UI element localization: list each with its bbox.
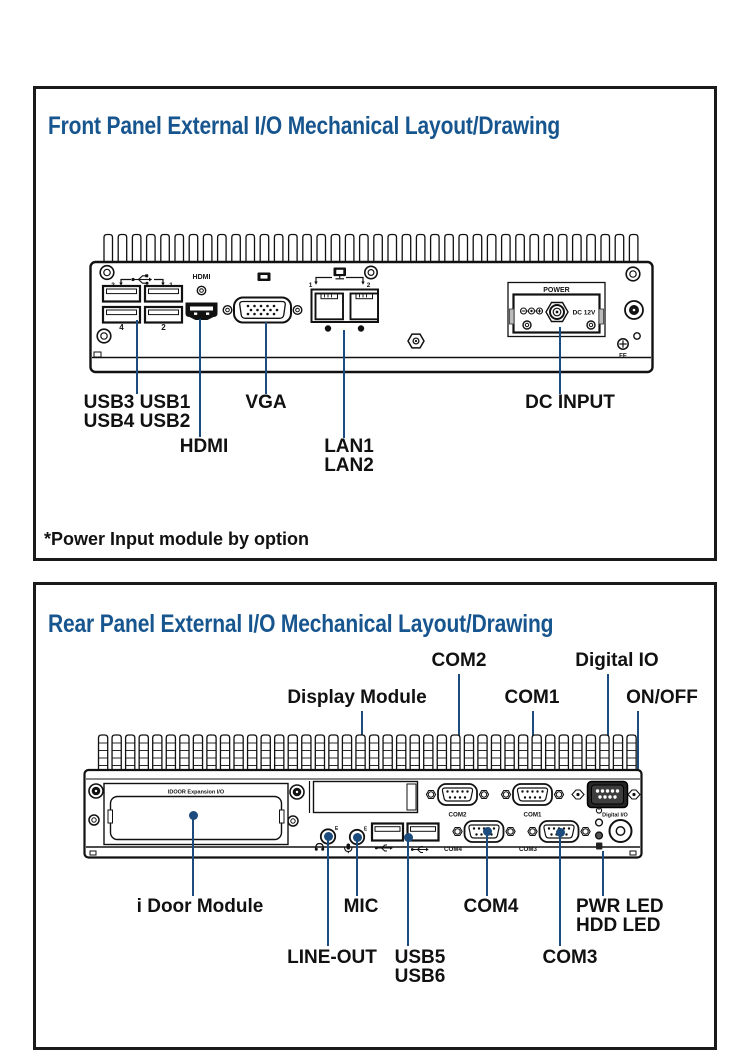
power-button <box>610 820 632 842</box>
panel-foot <box>630 851 636 855</box>
callout-label-lan2: LAN2 <box>324 455 374 476</box>
com3-etched-label: COM3 <box>519 846 537 853</box>
callout-label-hdmi: HDMI <box>179 436 229 457</box>
callout-label-on-off: ON/OFF <box>626 687 698 708</box>
dc-jack <box>546 303 568 322</box>
callout-line-usb <box>136 320 138 394</box>
pwr-led <box>596 819 603 826</box>
callout-line-leds <box>602 851 604 896</box>
callout-label-com3: COM3 <box>542 947 598 968</box>
callout-line-com4 <box>486 834 488 896</box>
callout-dot-usb56 <box>404 833 413 842</box>
mic-e-mark: E <box>363 826 368 833</box>
power-option-footnote: *Power Input module by option <box>44 529 309 549</box>
dc12v-etched-label: DC 12V <box>572 309 596 317</box>
callout-line-line-out <box>327 838 329 946</box>
callout-dot-com4 <box>483 827 492 836</box>
power-input-module <box>508 283 605 337</box>
callout-label-dc-input: DC INPUT <box>525 392 615 413</box>
lan2-number: 2 <box>366 282 371 289</box>
callout-line-dc-input <box>559 327 561 394</box>
callout-line-com3 <box>559 835 561 946</box>
callout-label-hdd-led: HDD LED <box>576 915 661 936</box>
usb4-number: 4 <box>119 323 124 332</box>
digital-io-etched-label: Digital I/O <box>602 812 628 819</box>
hex-nut-icon <box>408 334 424 348</box>
callout-label-com2: COM2 <box>431 650 487 671</box>
callout-label-vga: VGA <box>245 392 287 413</box>
callout-line-hdmi <box>199 319 201 437</box>
callout-line-lan <box>343 330 345 438</box>
com2-etched-label: COM2 <box>448 811 467 819</box>
callout-label-mic: MIC <box>343 896 379 917</box>
callout-label-com1: COM1 <box>504 687 560 708</box>
lan-led <box>358 325 364 331</box>
hdd-icon <box>596 843 602 850</box>
callout-label-idoor-module: i Door Module <box>136 896 264 917</box>
power-etched-label: POWER <box>543 287 570 294</box>
front-section-title: Front Panel External I/O Mechanical Layout/Drawing <box>48 112 561 140</box>
lan1-number: 1 <box>308 282 313 289</box>
heatsink-fins <box>104 235 638 264</box>
callout-label-usb-row2: USB4 USB2 <box>83 411 191 432</box>
callout-dot-mic <box>353 833 362 842</box>
callout-line-idoor <box>192 816 194 896</box>
com1-etched-label: COM1 <box>523 811 542 819</box>
lan-led <box>325 325 331 331</box>
callout-label-usb-row1: USB3 USB1 <box>83 392 191 413</box>
callout-label-digital-io: Digital IO <box>575 650 659 671</box>
idoor-etched-label: IDOOR Expansion I/O <box>167 789 225 796</box>
hdmi-etched-label: HDMI <box>192 274 211 281</box>
com4-etched-label: COM4 <box>444 846 462 853</box>
callout-line-usb56 <box>407 839 409 946</box>
panel-foot <box>90 851 96 855</box>
usb2-number: 2 <box>161 323 166 332</box>
callout-dot-line-out <box>324 832 333 841</box>
callout-line-mic <box>356 839 358 896</box>
callout-label-com4: COM4 <box>463 896 519 917</box>
callout-label-lan1: LAN1 <box>324 436 374 457</box>
callout-label-line-out: LINE-OUT <box>287 947 377 968</box>
display-icon <box>258 273 271 282</box>
callout-label-usb6: USB6 <box>394 966 446 987</box>
rear-panel-drawing <box>80 730 655 862</box>
callout-label-usb5: USB5 <box>394 947 446 968</box>
rear-section-title: Rear Panel External I/O Mechanical Layout/Drawing <box>48 610 554 638</box>
callout-label-display-module: Display Module <box>287 687 427 708</box>
line-out-e-mark: E <box>334 826 339 832</box>
panel-foot <box>94 352 101 357</box>
callout-dot-idoor <box>189 811 198 820</box>
hdd-led <box>596 832 603 839</box>
fe-etched-label: FE <box>619 353 627 360</box>
callout-dot-com3 <box>556 828 565 837</box>
heatsink-fins <box>99 735 637 771</box>
antenna-hole-icon <box>625 301 643 319</box>
front-panel-drawing <box>85 228 660 378</box>
callout-label-pwr-led: PWR LED <box>576 896 664 917</box>
callout-line-vga <box>265 322 267 394</box>
display-module-plate <box>314 782 418 813</box>
